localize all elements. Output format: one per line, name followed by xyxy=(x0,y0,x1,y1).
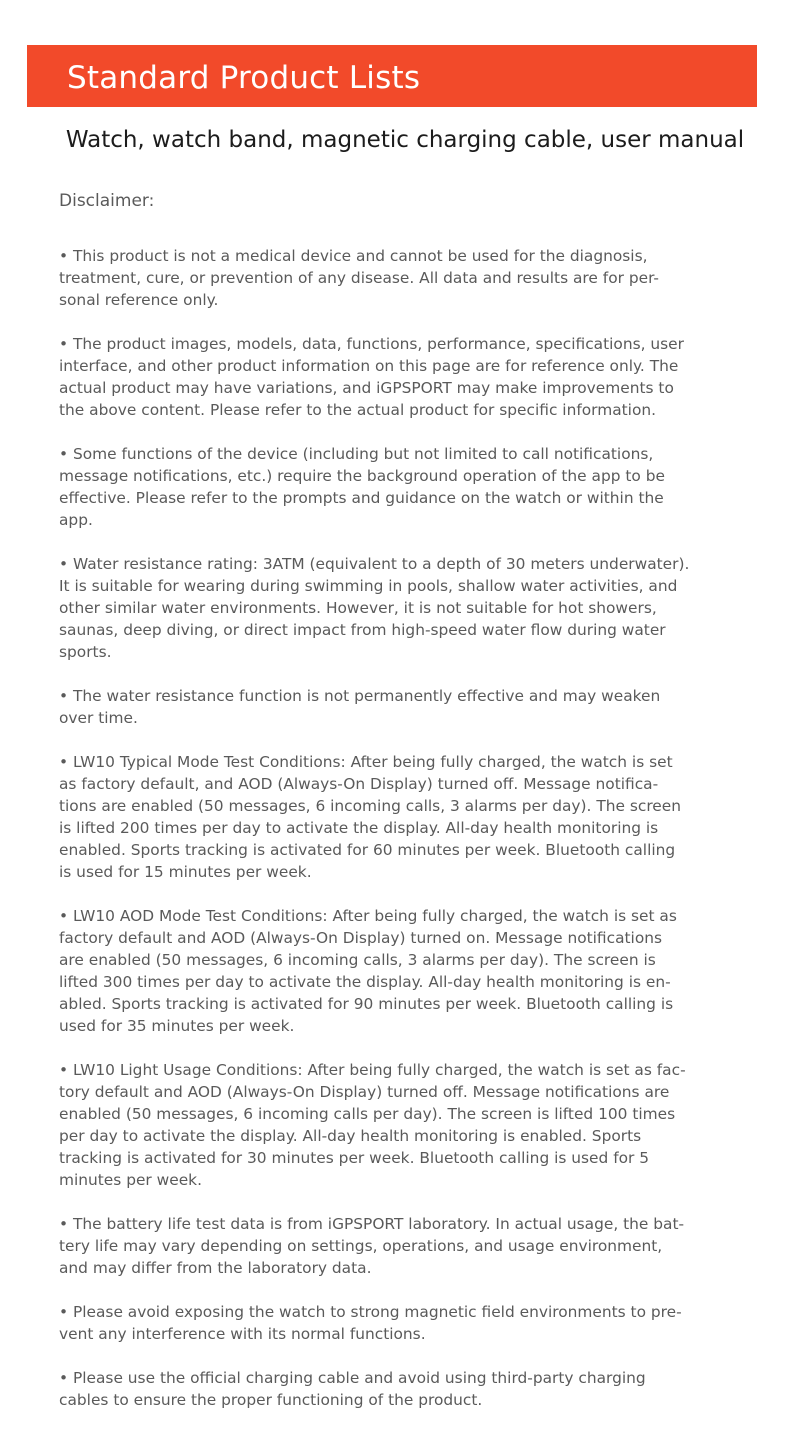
disclaimer-item: • LW10 AOD Mode Test Conditions: After being fully charged, the watch is set as factory default and AOD (Always-On Display) turned on. Message notifications are enabled (50 messages, 6 incoming calls, 3 alarms per day). The screen is lifted 300 times per day to activate the display. All-day health monitoring is en- abled. Sports tracking is activated for 90 minutes per week. Bluetooth calling is used for 35 minutes per week. xyxy=(59,907,677,1035)
product-list-text: Watch, watch band, magnetic charging cable, user manual xyxy=(65,127,745,153)
disclaimer-item: • The product images, models, data, functions, performance, specifications, user interface, and other product information on this page are for reference only. The actual product may have variations, and iGPSPORT may make improvements to the above content. Please refer to the actual product for specific information. xyxy=(59,335,684,419)
disclaimer-item: • LW10 Typical Mode Test Conditions: After being fully charged, the watch is set as factory default, and AOD (Always-On Display) turned off. Message notifica- tions are enabled (50 messages, 6 incoming calls, 3 alarms per day). The screen is lifted 200 times per day to activate the display. All-day health monitoring is enabled. Sports tracking is activated for 60 minutes per week. Bluetooth calling is used for 15 minutes per week. xyxy=(59,753,681,881)
disclaimer-section xyxy=(59,189,719,1433)
disclaimer-item: • Some functions of the device (including but not limited to call notifications, message notifications, etc.) require the background operation of the app to be effective. Please refer to the prompts and guidance on the watch or within the app. xyxy=(59,445,665,529)
disclaimer-item: • This product is not a medical device and cannot be used for the diagnosis, treatment, cure, or prevention of any disease. All data and results are for per- sonal reference only. xyxy=(59,247,659,309)
disclaimer-item: • LW10 Light Usage Conditions: After being fully charged, the watch is set as fac- tory default and AOD (Always-On Display) turned off. Message notifications are enabled (50 messages, 6 incoming calls per day). The screen is lifted 100 times per day to activate the display. All-day health monitoring is enabled. Sports tracking is activated for 30 minutes per week. Bluetooth calling is used for 5 minutes per week. xyxy=(59,1061,686,1189)
disclaimer-item: • Water resistance rating: 3ATM (equivalent to a depth of 30 meters underwater). It is suitable for wearing during swimming in pools, shallow water activities, and other similar water environments. However, it is not suitable for hot showers, saunas, deep diving, or direct impact from high-speed water flow during water sports. xyxy=(59,555,690,661)
title-banner xyxy=(27,45,757,107)
disclaimer-item: • The water resistance function is not permanently effective and may weaken over time. xyxy=(59,687,661,727)
page-title: Standard Product Lists xyxy=(67,60,421,96)
disclaimer-item: • Please avoid exposing the watch to strong magnetic field environments to pre- vent any interference with its normal functions. xyxy=(59,1303,682,1343)
disclaimer-item: • Please use the official charging cable and avoid using third-party charging cables to ensure the proper functioning of the product. xyxy=(59,1369,646,1409)
disclaimer-item: • The battery life test data is from iGPSPORT laboratory. In actual usage, the bat- tery life may vary depending on settings, operations, and usage environment, and may differ from the laboratory data. xyxy=(59,1215,685,1277)
disclaimer-body xyxy=(59,223,719,1433)
disclaimer-heading: Disclaimer: xyxy=(59,191,155,211)
